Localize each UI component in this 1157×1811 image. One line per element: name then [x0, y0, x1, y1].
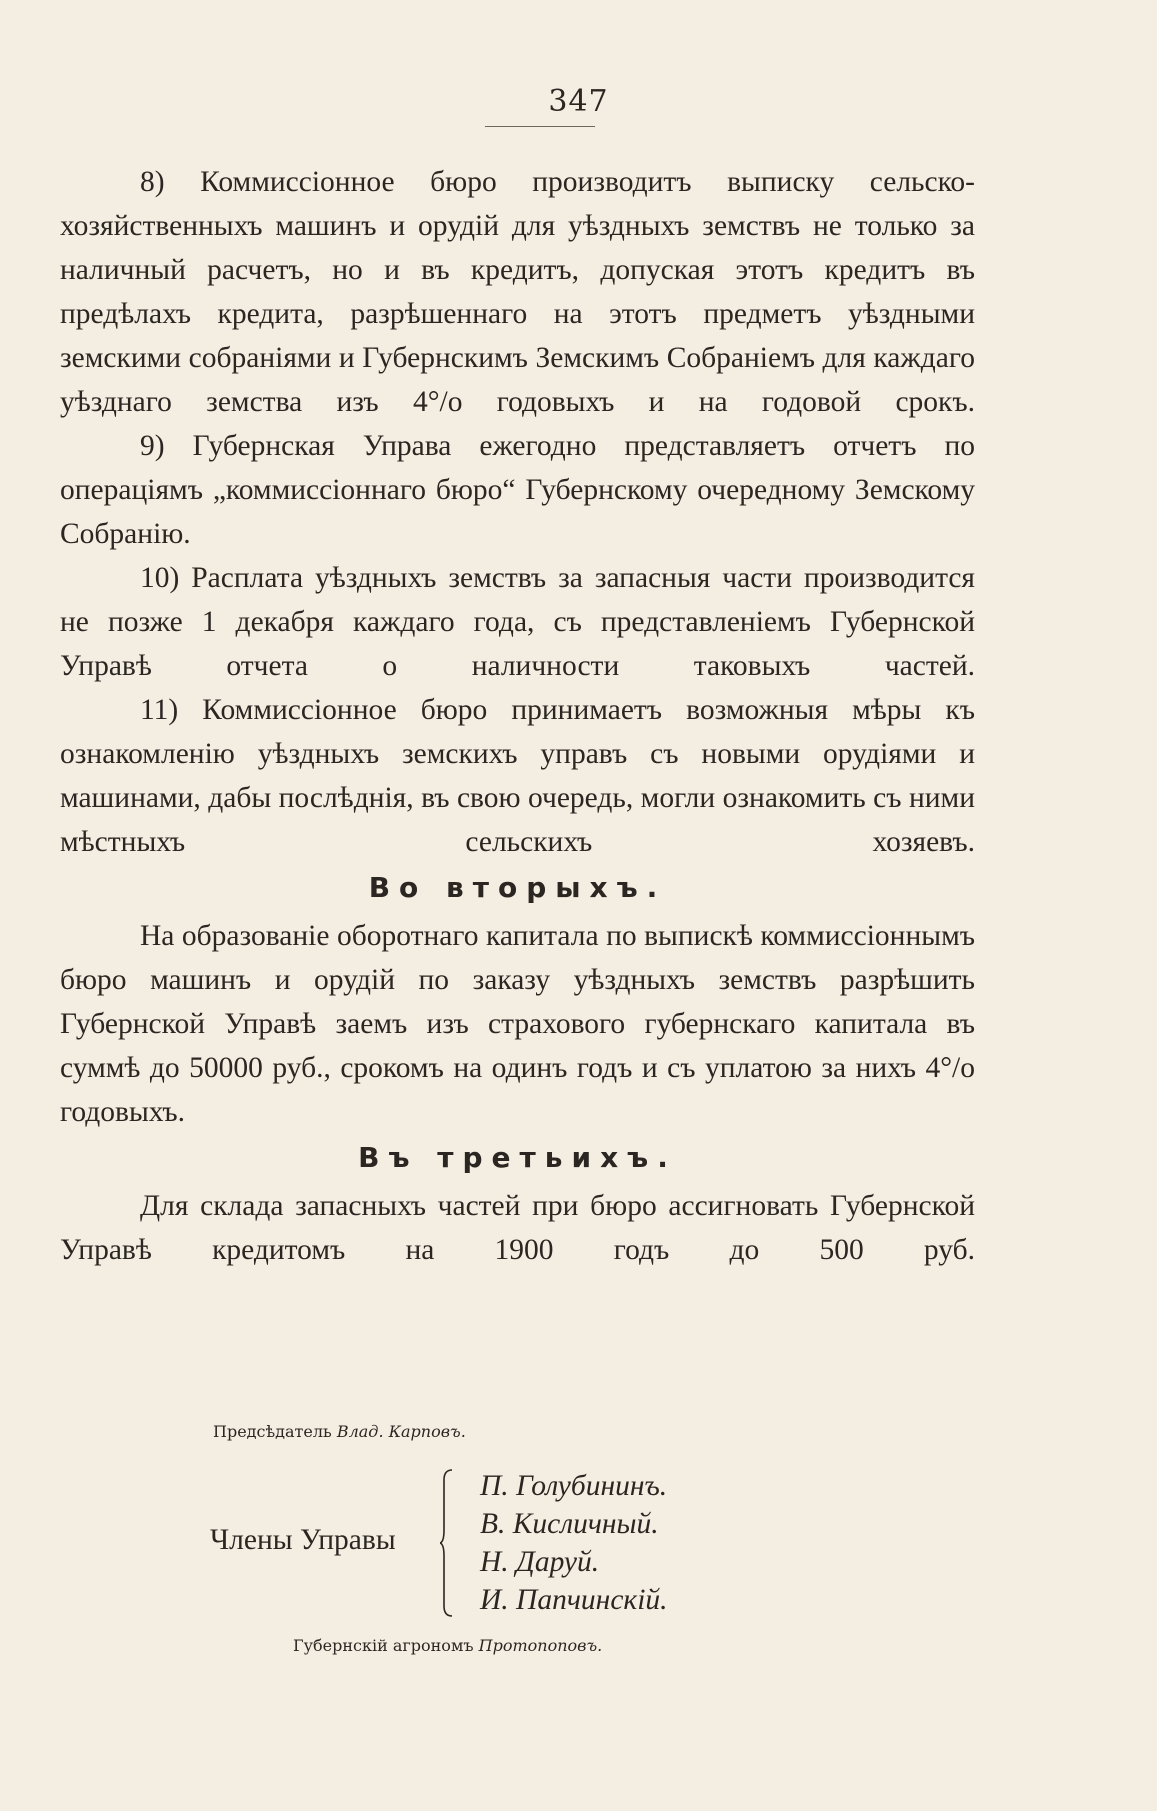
page-number: 347: [548, 84, 609, 119]
heading-secondly: Во вторыхъ.: [368, 871, 667, 904]
agronomist-name: Протопоповъ.: [478, 1636, 603, 1655]
paragraph-11: 11) Коммиссіонное бюро принимаетъ возможныя мѣры къ ознакомленію уѣздныхъ земскихъ управъ съ новыми орудіями и машинами, дабы послѣднія, въ свою очередь, могли ознакомить съ ними мѣстныхъ сельскихъ хозяевъ.: [60, 694, 975, 858]
chairman-label: Предсѣдатель: [213, 1422, 332, 1441]
members-label: Члены Управы: [210, 1524, 396, 1556]
agronomist-label: Губернскій агрономъ: [293, 1636, 474, 1655]
paragraph-loan: На образованіе оборотнаго капитала по выпискѣ коммиссіоннымъ бюро машинъ и орудій по заказу уѣздныхъ земствъ разрѣшить Губернской Управѣ заемъ изъ страхового губернскаго капитала въ суммѣ до 50000 руб., срокомъ на одинъ годъ и съ уплатою за нихъ 4°/o годовыхъ.: [60, 920, 975, 1128]
body-text: [60, 160, 975, 1272]
chairman-name: Влад. Карповъ.: [336, 1422, 466, 1441]
member-3: Н. Даруй.: [480, 1546, 600, 1578]
members-brace: [440, 1468, 454, 1618]
heading-thirdly: Въ третьихъ.: [358, 1141, 677, 1174]
chairman-signature: [213, 1422, 466, 1441]
paragraph-8: 8) Коммиссіонное бюро производитъ выписку сельско-хозяйственныхъ машинъ и орудій для уѣздныхъ земствъ не только за наличный расчетъ, но и въ кредитъ, допуская этотъ кредитъ въ предѣлахъ кредита, разрѣшеннаго на этотъ предметъ уѣздными земскими собраніями и Губернскимъ Земскимъ Собраніемъ для каждаго уѣзднаго земства изъ 4°/o годовыхъ и на годовой срокъ.: [60, 166, 975, 418]
paragraph-warehouse: Для склада запасныхъ частей при бюро ассигновать Губернской Управѣ кредитомъ на 1900 годъ до 500 руб.: [60, 1190, 975, 1266]
member-4: И. Папчинскій.: [480, 1584, 668, 1616]
paragraph-9: 9) Губернская Управа ежегодно представляетъ отчетъ по операціямъ „коммиссіоннаго бюро“ Губернскому очередному Земскому Собранію.: [60, 430, 975, 550]
page-number-rule: [485, 126, 595, 127]
paragraph-10: 10) Расплата уѣздныхъ земствъ за запасныя части производится не позже 1 декабря каждаго года, съ представленіемъ Губернской Управѣ отчета о наличности таковыхъ частей.: [60, 562, 975, 682]
agronomist-signature: [293, 1636, 602, 1655]
member-1: П. Голубининъ.: [480, 1470, 668, 1502]
member-2: В. Кисличный.: [480, 1508, 659, 1540]
